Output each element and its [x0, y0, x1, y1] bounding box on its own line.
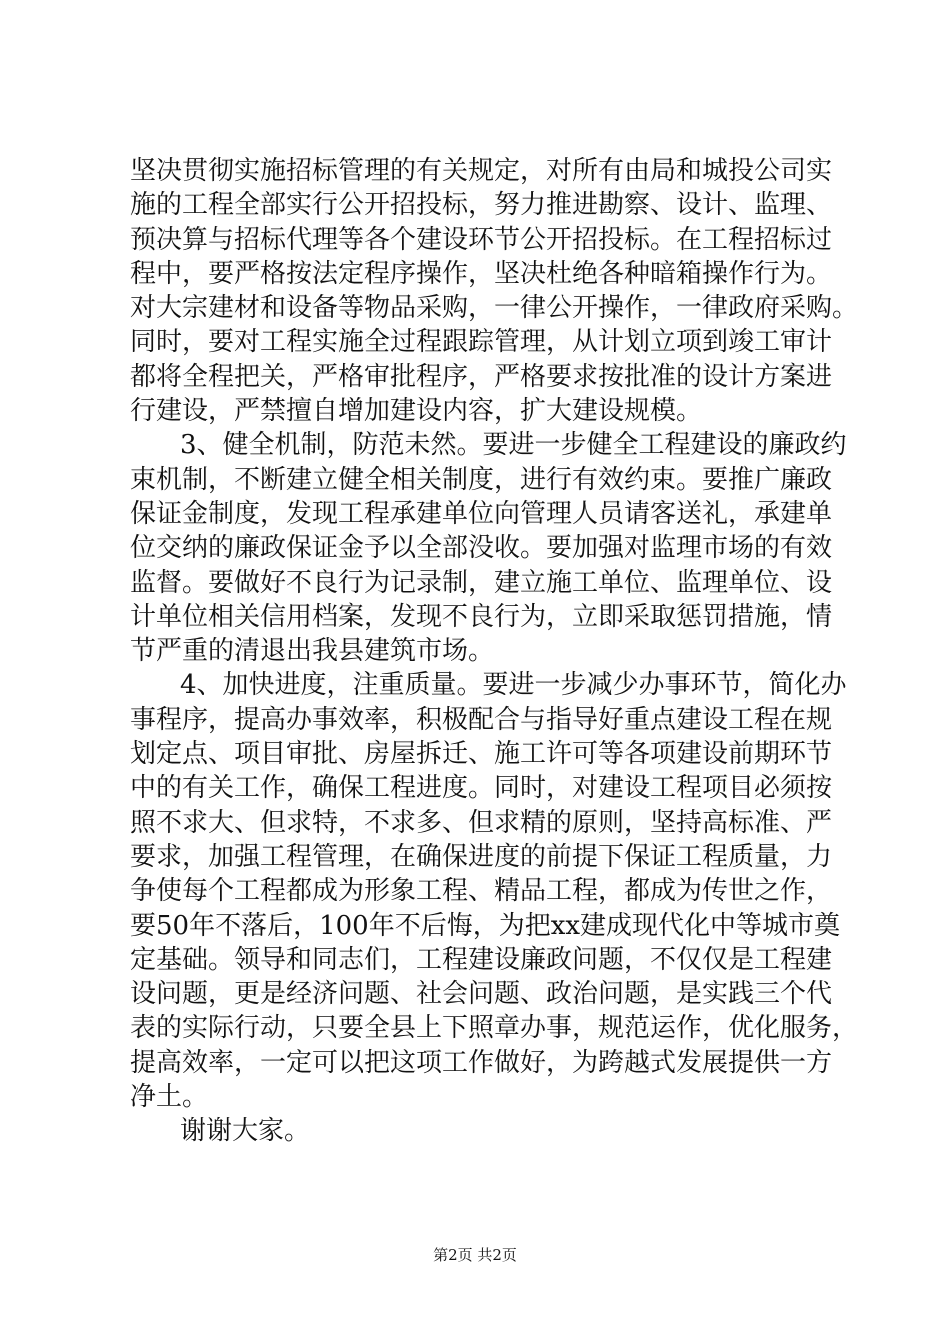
text-line: 净土。 [130, 1082, 209, 1113]
text-line: 中的有关工作，确保工程进度。同时，对建设工程项目必须按 [130, 773, 833, 804]
text-line: 行建设，严禁擅自增加建设内容，扩大建设规模。 [130, 396, 703, 427]
text-line: 施的工程全部实行公开招投标，努力推进勘察、设计、监理、 [130, 190, 833, 221]
text-line: 预决算与招标代理等各个建设环节公开招投标。在工程招标过 [130, 224, 833, 255]
text-line: 都将全程把关，严格审批程序，严格要求按批准的设计方案进 [130, 361, 833, 392]
text-line: 要求，加强工程管理，在确保进度的前提下保证工程质量，力 [130, 841, 833, 872]
text-line: 4、加快进度，注重质量。要进一步减少办事环节，简化办 [180, 670, 847, 701]
text-line: 节严重的清退出我县建筑市场。 [130, 636, 495, 667]
text-line: 位交纳的廉政保证金予以全部没收。要加强对监理市场的有效 [130, 533, 833, 564]
text-line: 定基础。领导和同志们，工程建设廉政问题，不仅仅是工程建 [130, 944, 833, 975]
text-line: 要50年不落后，100年不后悔，为把xx建成现代化中等城市奠 [130, 910, 841, 941]
text-line: 束机制，不断建立健全相关制度，进行有效约束。要推广廉政 [130, 464, 833, 495]
text-line: 事程序，提高办事效率，积极配合与指导好重点建设工程在规 [130, 704, 833, 735]
text-line: 设问题，更是经济问题、社会问题、政治问题，是实践三个代 [130, 979, 833, 1010]
text-line: 表的实际行动，只要全县上下照章办事，规范运作，优化服务， [130, 1013, 859, 1044]
document-body [130, 154, 860, 1149]
text-line: 计单位相关信用档案，发现不良行为，立即采取惩罚措施，情 [130, 601, 833, 632]
text-line: 照不求大、但求特，不求多、但求精的原则，坚持高标准、严 [130, 807, 833, 838]
text-line: 程中，要严格按法定程序操作，坚决杜绝各种暗箱操作行为。 [130, 258, 833, 289]
text-line: 谢谢大家。 [180, 1116, 311, 1147]
text-line: 争使每个工程都成为形象工程、精品工程，都成为传世之作， [130, 876, 833, 907]
text-line: 提高效率，一定可以把这项工作做好，为跨越式发展提供一方 [130, 1047, 833, 1078]
text-line: 监督。要做好不良行为记录制，建立施工单位、监理单位、设 [130, 567, 833, 598]
text-line: 保证金制度，发现工程承建单位向管理人员请客送礼，承建单 [130, 498, 833, 529]
text-line: 坚决贯彻实施招标管理的有关规定，对所有由局和城投公司实 [130, 156, 833, 186]
text-line: 划定点、项目审批、房屋拆迁、施工许可等各项建设前期环节 [130, 739, 833, 770]
text-line: 对大宗建材和设备等物品采购，一律公开操作，一律政府采购。 [130, 293, 859, 324]
text-line: 同时，要对工程实施全过程跟踪管理，从计划立项到竣工审计 [130, 327, 833, 358]
text-line: 3、健全机制，防范未然。要进一步健全工程建设的廉政约 [180, 430, 847, 461]
page-footer: 第2页 共2页 [433, 1246, 517, 1264]
